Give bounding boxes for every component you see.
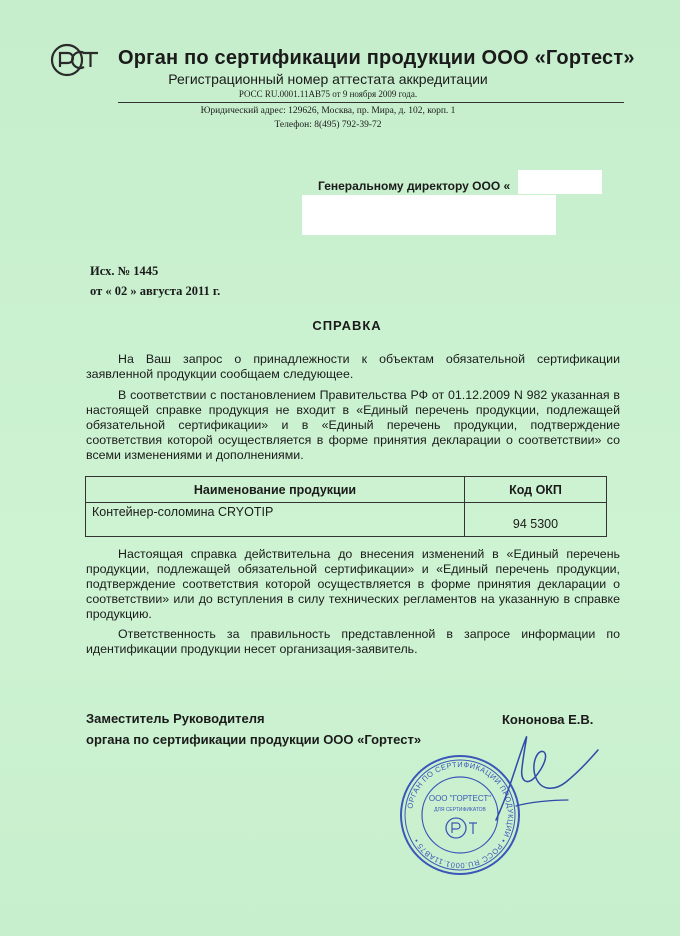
signatory-position-line1: Заместитель Руководителя [86,711,265,726]
accreditation-number: РОСС RU.0001.11АВ75 от 9 ноября 2009 года. [238,89,418,99]
legal-address: Юридический адрес: 129626, Москва, пр. Мира, д. 102, корп. 1 [200,106,456,116]
stamp-inner-text: ООО "ГОРТЕСТ" [428,794,492,803]
phone-number: Телефон: 8(495) 792-39-72 [274,120,382,130]
outgoing-number: Исх. № 1445 [90,264,159,278]
paragraph-request: На Ваш запрос о принадлежности к объектам обязательной сертификации заявленной продукции сообщаем следующее. [86,352,620,381]
addressee: Генеральному директору ООО « [318,179,511,193]
paragraph-responsibility: Ответственность за правильность представленной в запросе информации по идентификации продукции несет организация-заявитель. [86,627,620,656]
handwritten-signature [458,720,608,830]
column-header-product: Наименование продукции [86,477,465,503]
signatory-position-line2: органа по сертификации продукции ООО «Гортест» [86,732,422,747]
registration-line: Регистрационный номер аттестата аккредитации [168,71,488,87]
outgoing-date: от « 02 » августа 2011 г. [90,284,221,298]
table-header-row [86,477,607,503]
paragraph-decree: В соответствии с постановлением Правительства РФ от 01.12.2009 N 982 указанная в настоящей справке продукция не входит в «Единый перечень продукции, подлежащей обязательной сертификации» и в «Единый перечень продукции, подтверждение соответствия которой осуществляется в форме принятия декларации о соответствии» со всеми изменениями и дополнениями. [86,388,620,462]
column-header-code: Код ОКП [465,477,607,503]
product-name-cell: Контейнер-соломина CRYOTIP [86,503,465,537]
product-table [85,476,607,537]
signatory-name: Кононова Е.В. [502,712,594,727]
gost-certification-logo [48,40,100,80]
redacted-block [302,195,556,235]
redacted-block [518,170,602,194]
header-divider [118,102,624,103]
organization-title: Орган по сертификации продукции ООО «Гортест» [118,47,635,69]
stamp-text: ОРГАН ПО СЕРТИФИКАЦИИ ПРОДУКЦИИ • РОСС RU.0001.11АВ75 • [405,759,516,871]
paragraph-validity: Настоящая справка действительна до внесения изменений в «Единый перечень продукции, подлежащей обязательной сертификации» и «Единый перечень продукции, подтверждение соответствия которой осуществляется в форме принятия декларации о соответствии» или до вступления в силу технических регламентов на указанную в справке продукцию. [86,547,620,621]
table-row [86,503,607,537]
stamp-purpose-text: ДЛЯ СЕРТИФИКАТОВ [434,807,486,813]
document-title: СПРАВКА [312,318,382,333]
okp-code-cell: 94 5300 [465,503,607,537]
